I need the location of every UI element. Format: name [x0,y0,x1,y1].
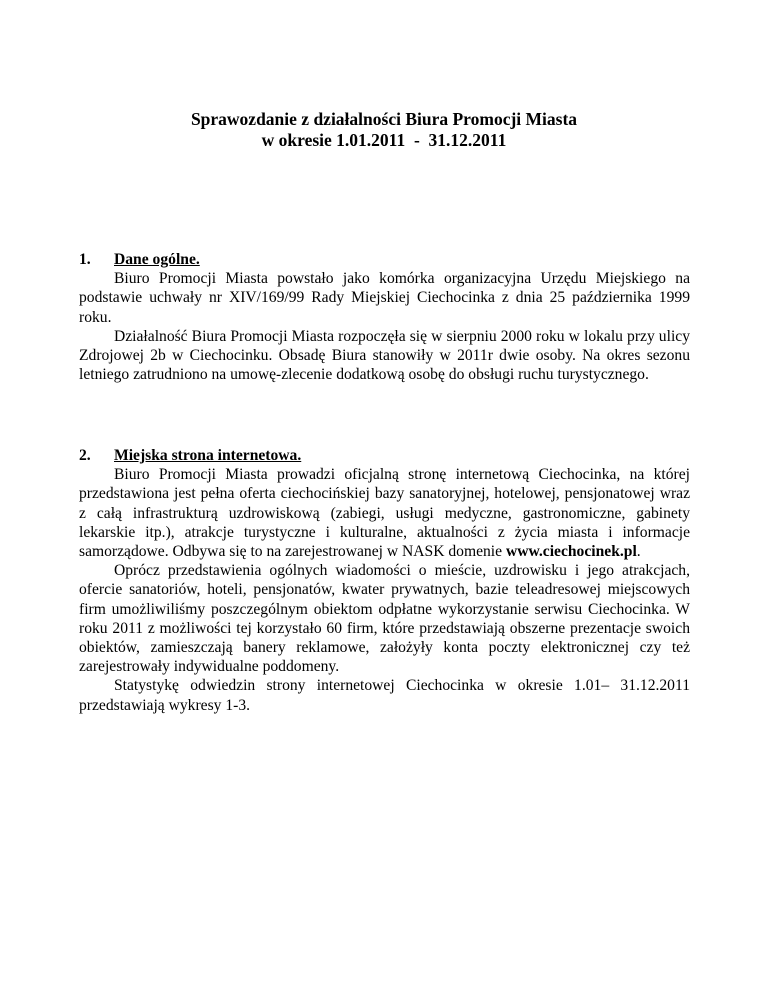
section-1-paragraph-2: Działalność Biura Promocji Miasta rozpoczęła się w sierpniu 2000 roku w lokalu przy ulicy Zdrojowej 2b w Ciechocinku. Obsadę Biura stanowiły w 2011r dwie osoby. Na okres sezonu letniego zatrudniono na umowę-zlecenie dodatkową osobę do obsługi ruchu turystycznego. [79,327,690,384]
website-domain-link[interactable]: www.ciechocinek.pl [505,543,637,561]
title-line-1: Sprawozdanie z działalności Biura Promocji Miasta [190,109,578,129]
section-2 [79,446,690,715]
section-2-paragraph-3: Statystykę odwiedzin strony internetowej Ciechocinka w okresie 1.01– 31.12.2011 przedstawiają wykresy 1-3. [79,677,690,714]
section-2-heading [79,446,690,465]
section-2-paragraph-1-text: Biuro Promocji Miasta prowadzi oficjalną stronę internetową Ciechocinka, na której przedstawiona jest pełna oferta ciechocińskiej bazy sanatoryjnej, hotelowej, pensjonatowej wraz z całą infrastrukturą uzdrowiskową (zabiegi, usługi medyczne, gastronomiczne, gabinety lekarskie itp.), atrakcje turystyczne i kulturalne, aktualności z życia miasta i informacje samorządowe. Odbywa się to na zarejestrowanej w NASK domenie [79,466,690,561]
document-title [0,109,768,151]
section-1-heading-text: Dane ogólne. [114,251,200,268]
section-2-paragraph-1-end: . [636,543,641,561]
section-1-paragraph-1: Biuro Promocji Miasta powstało jako komórka organizacyjna Urzędu Miejskiego na podstawie uchwały nr XIV/169/99 Rady Miejskiej Ciechocinka z dnia 25 października 1999 roku. [79,270,690,326]
section-2-paragraph-1 [79,465,690,561]
title-line-2: w okresie 1.01.2011 - 31.12.2011 [261,130,507,150]
section-2-heading-text: Miejska strona internetowa. [114,447,302,464]
section-2-paragraph-2: Oprócz przedstawienia ogólnych wiadomości o mieście, uzdrowisku i jego atrakcjach, ofercie sanatoriów, hoteli, pensjonatów, kwater prywatnych, bazie teleadresowej miejscowych firm umożliwiliśmy poszczególnym obiektom odpłatne wykorzystanie serwisu Ciechocinka. W roku 2011 z możliwości tej korzystało 60 firm, które przedstawiają obszerne prezentacje swoich obiektów, zamieszczają banery reklamowe, założyły konta poczty elektronicznej czy też zarejestrowały indywidualne poddomeny. [79,562,690,676]
section-2-number: 2. [79,447,91,464]
section-1-number: 1. [79,251,91,268]
section-1-heading [79,250,690,269]
section-1 [79,250,690,384]
